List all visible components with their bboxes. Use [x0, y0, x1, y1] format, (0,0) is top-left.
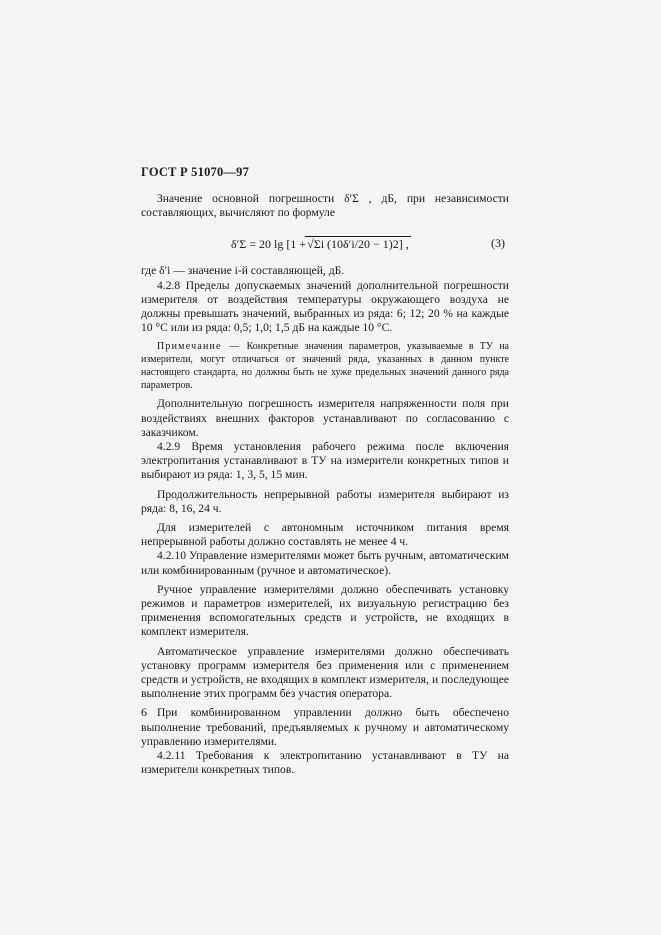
formula-radical: √Σi (10δ′i/20 − 1)2] , [307, 237, 409, 252]
paragraph-4-2-10: 4.2.10 Управление измерителями может быть ручным, автоматическим или комбинированным (ручное и автоматическое). [141, 549, 509, 577]
paragraph-4-2-9: 4.2.9 Время установления рабочего режима после включения электропитания устанавливают в ТУ на измерители конкретных типов и выбирают из ряда: 1, 3, 5, 15 мин. [141, 440, 509, 482]
note [141, 340, 509, 392]
formula-expression [231, 236, 411, 251]
intro-paragraph: Значение основной погрешности δ′Σ , дБ, при независимости составляющих, вычисляют по формуле [141, 192, 509, 220]
paragraph-automatic-control: Автоматическое управление измерителями должно обеспечивать установку программ измерителя без применения или с применением средств и устройств, не входящих в комплект измерителя, и последующее выполнение этих программ без участия оператора. [141, 644, 509, 701]
paragraph-autonomous: Для измерителей с автономным источником питания время непрерывной работы должно составлять не менее 4 ч. [141, 521, 509, 549]
paragraph-4-2-8: 4.2.8 Пределы допускаемых значений дополнительной погрешности измерителя от воздействия температуры окружающего воздуха не должны превышать значений, выбранных из ряда: 6; 12; 20 % на каждые 10 °С или из ряда: 0,5; 1,0; 1,5 дБ на каждые 10 °С. [141, 278, 509, 335]
paragraph-additional-error: Дополнительную погрешность измерителя напряженности поля при воздействиях внешних факторов устанавливают по согласованию с заказчиком. [141, 397, 509, 439]
paragraph-duration: Продолжительность непрерывной работы измерителя выбирают из ряда: 8, 16, 24 ч. [141, 487, 509, 515]
formula-radicand: Σi (10δ′i/20 − 1)2] , [313, 237, 409, 252]
formula-number: (3) [491, 236, 505, 251]
formula-3 [141, 232, 509, 258]
paragraph-4-2-11: 4.2.11 Требования к электропитанию устанавливают в ТУ на измерители конкретных типов. [141, 749, 509, 777]
document-code: ГОСТ Р 51070—97 [141, 165, 250, 179]
paragraph-manual-control: Ручное управление измерителями должно обеспечивать установку режимов и параметров измерителей, их визуальную регистрацию без применения вспомогательных средств и устройств, не входящих в комплект измерителя. [141, 582, 509, 639]
formula-left: δ′Σ = 20 lg [1 + [231, 237, 307, 252]
note-text: Конкретные значения параметров, указываемые в ТУ на измерители, могут отличаться от значений ряда, указанных в данном пункте настоящего стандарта, но должны быть не хуже предельных значений данного ряда параметров. [141, 341, 509, 392]
page-number: 6 [141, 705, 147, 719]
note-label: Примечание — [157, 341, 241, 353]
formula-where: где δ′i — значение i-й составляющей, дБ. [141, 264, 345, 278]
document-body [141, 192, 509, 778]
paragraph-combined-control: При комбинированном управлении должно быть обеспечено выполнение требований, предъявляемых к ручному и автоматическому управлению измерителями. [141, 706, 509, 748]
